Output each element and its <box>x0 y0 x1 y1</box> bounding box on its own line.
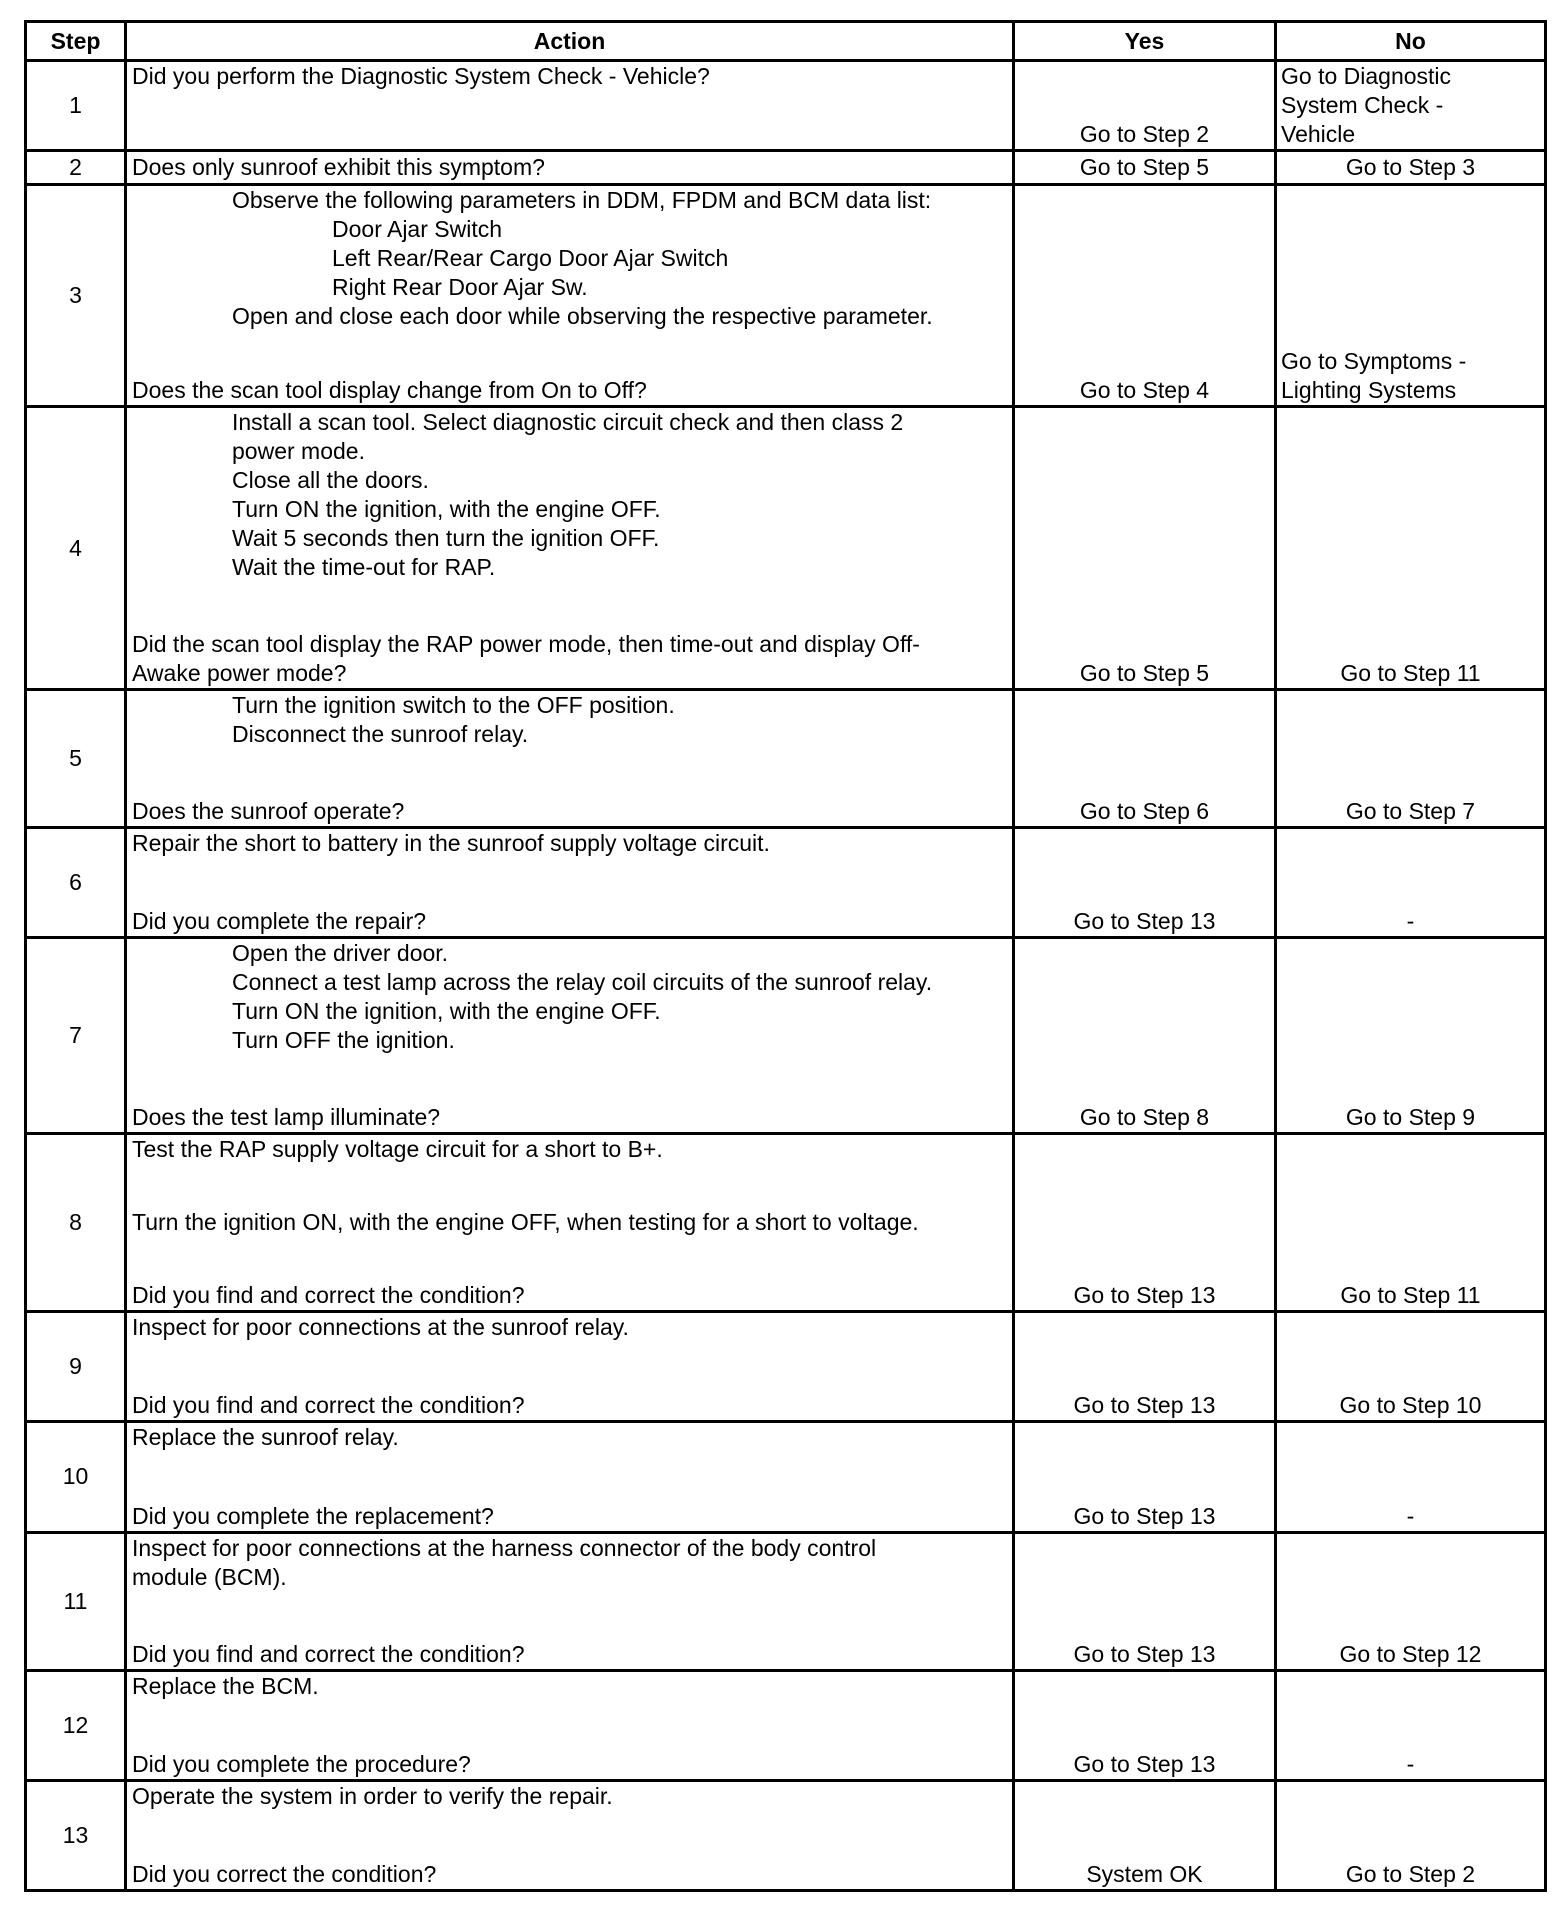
step-number: 7 <box>26 937 126 1133</box>
yes-cell: Go to Step 4 <box>1014 185 1276 407</box>
step-number: 1 <box>26 61 126 151</box>
no-line: System Check - <box>1281 92 1444 118</box>
no-cell: Go to Step 3 <box>1276 151 1546 185</box>
action-cell <box>126 689 1014 827</box>
table-row-step-8 <box>26 1134 1546 1312</box>
action-instruction: Turn OFF the ignition. <box>232 1026 455 1053</box>
yes-cell: Go to Step 13 <box>1014 1670 1276 1780</box>
action-question: Does the scan tool display change from On to Off? <box>132 377 647 404</box>
table-row-step-1 <box>26 61 1546 151</box>
step-number: 2 <box>26 151 126 185</box>
action-instruction: Wait 5 seconds then turn the ignition OFF. <box>232 525 660 552</box>
step-number: 5 <box>26 689 126 827</box>
action-question: Did you find and correct the condition? <box>132 1392 525 1419</box>
no-cell: Go to Step 11 <box>1276 407 1546 689</box>
no-cell: Go to Step 9 <box>1276 937 1546 1133</box>
no-line: Lighting Systems <box>1281 377 1457 404</box>
action-question: Awake power mode? <box>132 659 347 686</box>
action-cell <box>126 1670 1014 1780</box>
table-row-step-12 <box>26 1670 1546 1780</box>
step-number: 10 <box>26 1422 126 1532</box>
table-row-step-9 <box>26 1312 1546 1422</box>
action-instruction: Test the RAP supply voltage circuit for a short to B+. <box>132 1136 663 1163</box>
no-cell <box>1276 61 1546 151</box>
header-yes: Yes <box>1014 22 1276 61</box>
step-number: 4 <box>26 407 126 689</box>
no-line: Vehicle <box>1281 121 1356 147</box>
table-row-step-10 <box>26 1422 1546 1532</box>
yes-cell: Go to Step 8 <box>1014 937 1276 1133</box>
step-number: 9 <box>26 1312 126 1422</box>
action-parameter: Right Rear Door Ajar Sw. <box>332 274 588 301</box>
diagnostic-table <box>24 20 1547 1892</box>
no-cell: - <box>1276 1422 1546 1532</box>
no-cell: Go to Step 2 <box>1276 1780 1546 1890</box>
action-question: Did you find and correct the condition? <box>132 1640 525 1667</box>
yes-cell: Go to Step 5 <box>1014 151 1276 185</box>
action-parameter: Door Ajar Switch <box>332 216 503 243</box>
step-number: 3 <box>26 185 126 407</box>
action-cell <box>126 1780 1014 1890</box>
action-question: Did you complete the repair? <box>132 907 427 934</box>
action-instruction: Turn ON the ignition, with the engine OFF. <box>232 997 661 1024</box>
action-cell <box>126 1422 1014 1532</box>
action-question: Did you find and correct the condition? <box>132 1282 525 1309</box>
action-question: Does the sunroof operate? <box>132 797 405 824</box>
table-row-step-6 <box>26 827 1546 937</box>
action-instruction: Replace the BCM. <box>132 1672 319 1699</box>
action-instruction: Open and close each door while observing the respective parameter. <box>232 303 933 330</box>
no-line: Go to Diagnostic <box>1281 63 1452 89</box>
action-note: Turn the ignition ON, with the engine OFF, when testing for a short to voltage. <box>132 1209 919 1236</box>
header-action: Action <box>126 22 1014 61</box>
yes-cell: System OK <box>1014 1780 1276 1890</box>
action-question: Does only sunroof exhibit this symptom? <box>132 154 545 181</box>
action-cell <box>126 407 1014 689</box>
action-instruction: Connect a test lamp across the relay coil circuits of the sunroof relay. <box>232 968 933 995</box>
no-line: Go to Symptoms - <box>1281 348 1467 375</box>
action-cell <box>126 151 1014 185</box>
step-number: 6 <box>26 827 126 937</box>
no-cell <box>1276 185 1546 407</box>
action-question: Did you perform the Diagnostic System Check - Vehicle? <box>132 63 710 89</box>
action-instruction: Close all the doors. <box>232 467 429 494</box>
action-cell <box>126 937 1014 1133</box>
no-cell: Go to Step 11 <box>1276 1134 1546 1312</box>
action-instruction: Open the driver door. <box>232 939 449 966</box>
table-row-step-11 <box>26 1532 1546 1670</box>
step-number: 8 <box>26 1134 126 1312</box>
yes-cell: Go to Step 2 <box>1014 61 1276 151</box>
no-cell: - <box>1276 827 1546 937</box>
action-instruction: Install a scan tool. Select diagnostic circuit check and then class 2 <box>232 409 904 436</box>
action-instruction: power mode. <box>232 438 365 465</box>
table-row-step-4 <box>26 407 1546 689</box>
action-cell <box>126 185 1014 407</box>
action-parameter: Left Rear/Rear Cargo Door Ajar Switch <box>332 245 729 272</box>
action-question: Did you complete the procedure? <box>132 1750 471 1777</box>
table-row-step-13 <box>26 1780 1546 1890</box>
action-cell <box>126 827 1014 937</box>
action-instruction: Disconnect the sunroof relay. <box>232 720 529 747</box>
action-cell <box>126 1312 1014 1422</box>
action-instruction: module (BCM). <box>132 1563 287 1590</box>
action-cell <box>126 1134 1014 1312</box>
table-row-step-3 <box>26 185 1546 407</box>
yes-cell: Go to Step 13 <box>1014 1312 1276 1422</box>
action-question: Did you complete the replacement? <box>132 1502 494 1529</box>
action-instruction: Inspect for poor connections at the harness connector of the body control <box>132 1534 877 1561</box>
no-cell: Go to Step 12 <box>1276 1532 1546 1670</box>
action-instruction: Observe the following parameters in DDM, FPDM and BCM data list: <box>232 187 932 214</box>
action-cell <box>126 1532 1014 1670</box>
action-instruction: Inspect for poor connections at the sunroof relay. <box>132 1314 629 1341</box>
header-step: Step <box>26 22 126 61</box>
yes-cell: Go to Step 13 <box>1014 1134 1276 1312</box>
no-cell: Go to Step 7 <box>1276 689 1546 827</box>
action-instruction: Turn ON the ignition, with the engine OFF. <box>232 496 661 523</box>
yes-cell: Go to Step 13 <box>1014 1532 1276 1670</box>
table-row-step-2 <box>26 151 1546 185</box>
action-question: Did you correct the condition? <box>132 1861 437 1887</box>
yes-cell: Go to Step 5 <box>1014 407 1276 689</box>
no-cell: Go to Step 10 <box>1276 1312 1546 1422</box>
action-question: Does the test lamp illuminate? <box>132 1104 441 1131</box>
yes-cell: Go to Step 13 <box>1014 827 1276 937</box>
step-number: 11 <box>26 1532 126 1670</box>
action-cell <box>126 61 1014 151</box>
action-instruction: Repair the short to battery in the sunroof supply voltage circuit. <box>132 829 770 856</box>
action-instruction: Operate the system in order to verify the repair. <box>132 1782 613 1809</box>
action-question: Did the scan tool display the RAP power mode, then time-out and display Off- <box>132 630 920 657</box>
yes-cell: Go to Step 6 <box>1014 689 1276 827</box>
header-no: No <box>1276 22 1546 61</box>
step-number: 12 <box>26 1670 126 1780</box>
no-cell: - <box>1276 1670 1546 1780</box>
table-row-step-5 <box>26 689 1546 827</box>
yes-cell: Go to Step 13 <box>1014 1422 1276 1532</box>
action-instruction: Replace the sunroof relay. <box>132 1424 399 1451</box>
action-instruction: Turn the ignition switch to the OFF position. <box>232 691 675 718</box>
action-instruction: Wait the time-out for RAP. <box>232 554 496 581</box>
step-number: 13 <box>26 1780 126 1890</box>
diagnostic-table-container <box>24 20 1544 1892</box>
header-row <box>26 22 1546 61</box>
table-row-step-7 <box>26 937 1546 1133</box>
